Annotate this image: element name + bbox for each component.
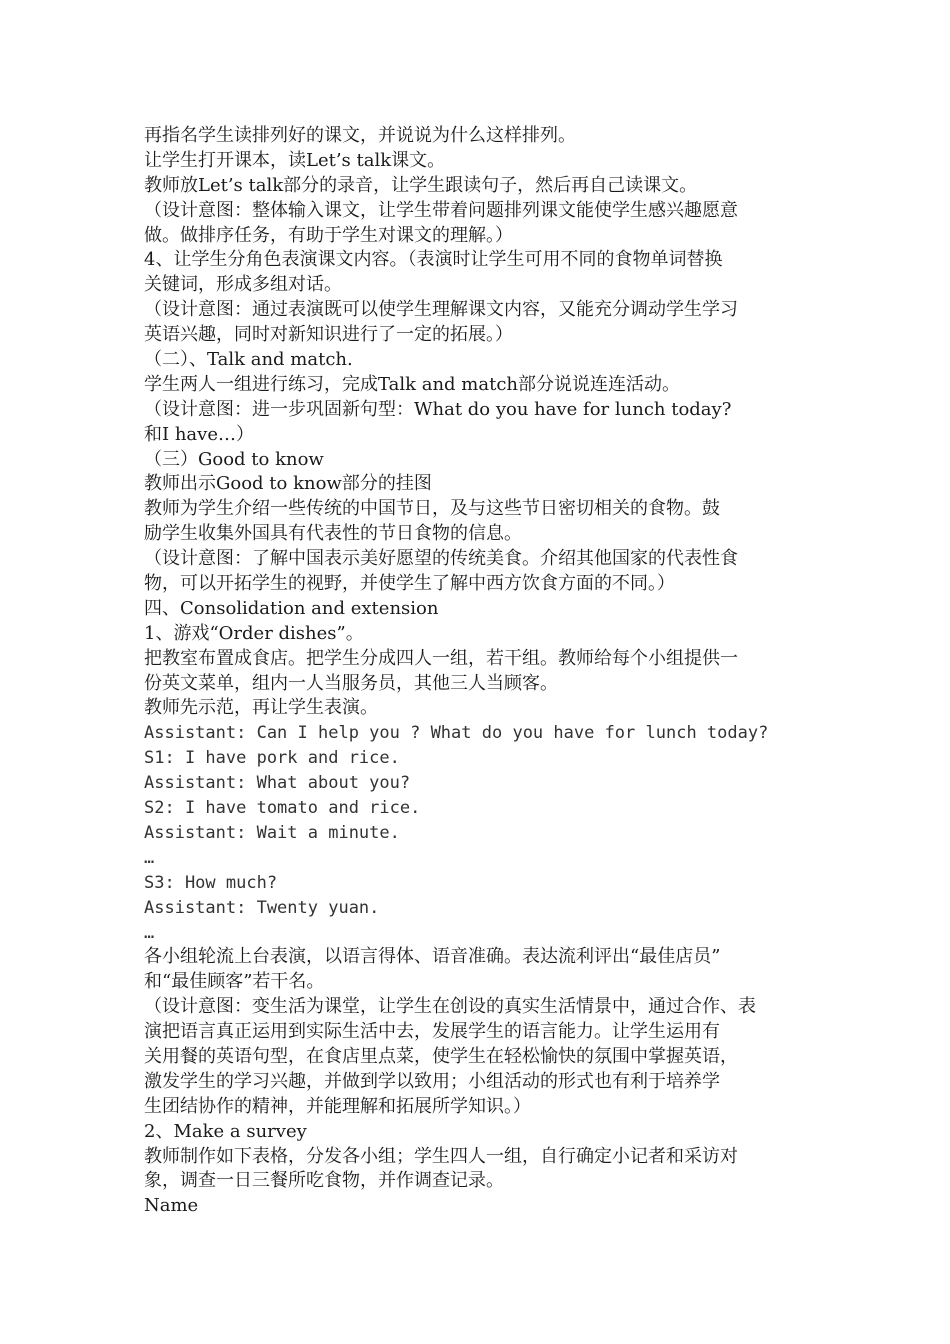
text-line: 演把语言真正运用到实际生活中去，发展学生的语言能力。让学生运用有 xyxy=(144,1021,720,1043)
dialogue-line: … xyxy=(144,847,155,868)
text-line: 生团结协作的精神，并能理解和拓展所学知识。） xyxy=(144,1095,531,1117)
text-line: （设计意图：变生活为课堂，让学生在创设的真实生活情景中，通过合作、表 xyxy=(144,996,756,1018)
text-line: 物，可以开拓学生的视野，并使学生了解中西方饮食方面的不同。） xyxy=(144,573,675,595)
text-line: 象，调查一日三餐所吃食物，并作调查记录。 xyxy=(144,1170,504,1192)
text-line: （设计意图：了解中国表示美好愿望的传统美食。介绍其他国家的代表性食 xyxy=(144,548,738,570)
text-line: （设计意图：整体输入课文，让学生带着问题排列课文能使学生感兴趣愿意 xyxy=(144,199,738,221)
table-label: Name xyxy=(144,1195,199,1217)
text-line: 各小组轮流上台表演，以语言得体、语音准确。表达流利评出“最佳店员” xyxy=(144,946,721,968)
text-line: 关键词，形成多组对话。 xyxy=(144,274,342,296)
text-line: 学生两人一组进行练习，完成Talk and match部分说说连连活动。 xyxy=(144,373,680,395)
dialogue-line: Assistant: Wait a minute. xyxy=(144,822,400,843)
dialogue-line: S2: I have tomato and rice. xyxy=(144,798,421,819)
text-line: 教师放Let’s talk部分的录音，让学生跟读句子，然后再自己读课文。 xyxy=(144,174,698,196)
dialogue-line: S3: How much? xyxy=(144,872,278,893)
section-heading: （二）、Talk and match. xyxy=(144,349,353,371)
text-line: 份英文菜单，组内一人当服务员，其他三人当顾客。 xyxy=(144,672,558,694)
text-line: 和I have…） xyxy=(144,423,254,445)
text-line: 教师出示Good to know部分的挂图 xyxy=(144,473,432,495)
text-line: 再指名学生读排列好的课文，并说说为什么这样排列。 xyxy=(144,125,576,146)
dialogue-line: Assistant: What about you? xyxy=(144,773,411,794)
dialogue-line: Assistant: Can I help you ? What do you have for lunch today? xyxy=(144,723,769,744)
document-page xyxy=(144,124,812,1219)
text-line: （设计意图：进一步巩固新句型：What do you have for lunch today? xyxy=(144,398,732,420)
text-line: 做。做排序任务，有助于学生对课文的理解。） xyxy=(144,224,513,246)
dialogue-line: … xyxy=(144,922,155,943)
text-line: 教师为学生介绍一些传统的中国节日，及与这些节日密切相关的食物。鼓 xyxy=(144,498,720,520)
section-heading: （三）Good to know xyxy=(144,448,324,470)
section-heading: 四、Consolidation and extension xyxy=(144,597,439,619)
text-line: 英语兴趣，同时对新知识进行了一定的拓展。） xyxy=(144,324,513,346)
text-line: 4、让学生分角色表演课文内容。（表演时让学生可用不同的食物单词替换 xyxy=(144,249,723,271)
text-line: 把教室布置成食店。把学生分成四人一组，若干组。教师给每个小组提供一 xyxy=(144,647,738,669)
text-line: 教师制作如下表格，分发各小组；学生四人一组，自行确定小记者和采访对 xyxy=(144,1145,738,1167)
text-line: 让学生打开课本，读Let’s talk课文。 xyxy=(144,149,446,171)
text-line: 关用餐的英语句型，在食店里点菜，使学生在轻松愉快的氛围中掌握英语， xyxy=(144,1045,738,1067)
dialogue-line: Assistant: Twenty yuan. xyxy=(144,897,380,918)
section-heading: 2、Make a survey xyxy=(144,1120,307,1142)
text-line: 教师先示范，再让学生表演。 xyxy=(144,697,378,719)
text-line: （设计意图：通过表演既可以使学生理解课文内容，又能充分调动学生学习 xyxy=(144,299,738,321)
text-line: 和“最佳顾客”若干名。 xyxy=(144,971,325,993)
text-line: 励学生收集外国具有代表性的节日食物的信息。 xyxy=(144,523,522,545)
text-line: 1、游戏“Order dishes”。 xyxy=(144,622,364,644)
dialogue-line: S1: I have pork and rice. xyxy=(144,748,400,769)
text-line: 激发学生的学习兴趣，并做到学以致用；小组活动的形式也有利于培养学 xyxy=(144,1070,720,1092)
